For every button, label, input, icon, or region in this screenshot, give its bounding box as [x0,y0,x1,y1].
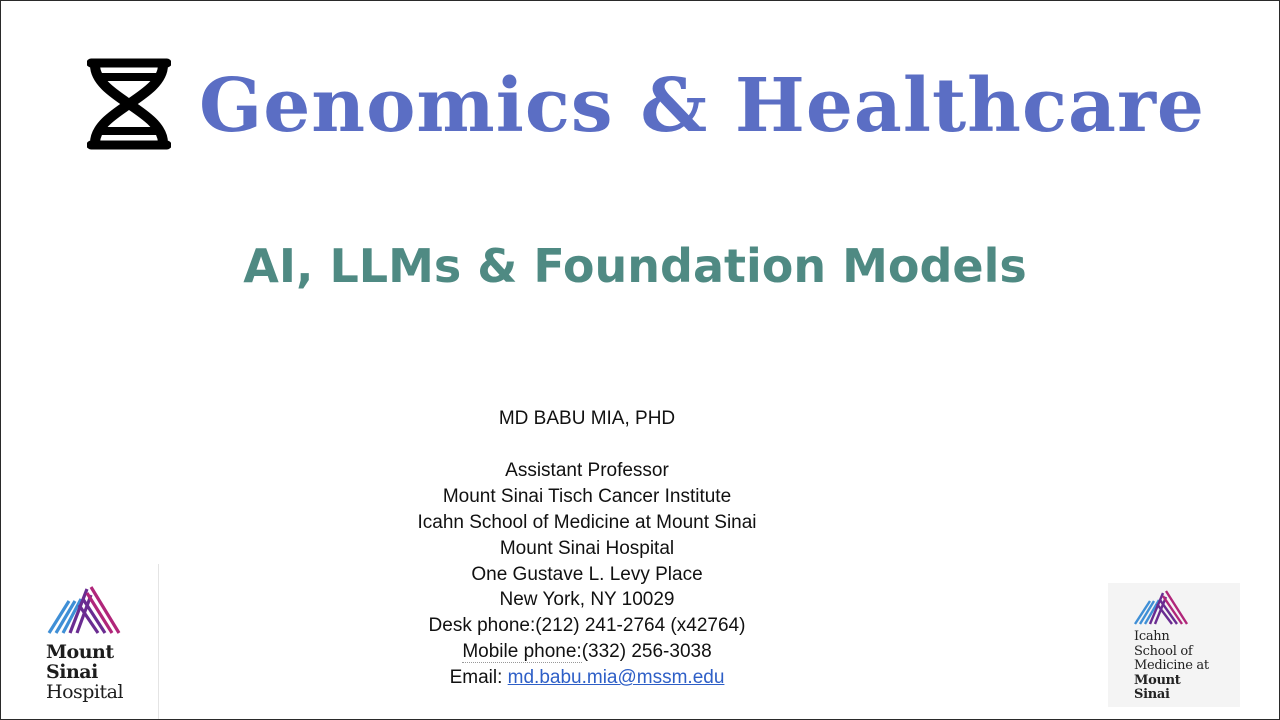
page-subtitle: AI, LLMs & Foundation Models [243,239,1027,293]
author-school: Icahn School of Medicine at Mount Sinai [417,511,757,533]
mobile-phone-label: Mobile phone: [462,641,582,663]
icahn-wordmark [1134,630,1209,703]
logo-text-line: Medicine at [1134,658,1209,673]
mobile-phone [287,639,887,665]
logo-text-line: Icahn [1134,629,1170,644]
author-name: MD BABU MIA, PHD [498,408,676,429]
logo-text-line: Sinai [46,661,98,683]
author-hospital: Mount Sinai Hospital [499,537,675,559]
logo-text-line: Mount [1134,672,1181,688]
author-position: Assistant Professor [505,459,669,481]
mount-sinai-wordmark [46,642,123,702]
mobile-phone-number: (332) 256-3038 [581,641,712,663]
divider [158,564,159,719]
icahn-logo-mark [1134,590,1190,626]
dna-icon [87,57,171,151]
email-link[interactable]: md.babu.mia@mssm.edu [507,667,725,689]
address-street: One Gustave L. Levy Place [471,563,703,585]
spacer [287,432,887,458]
logo-text-line: School of [1134,643,1193,659]
logo-text-line: Mount [46,641,114,663]
icahn-school-logo [1108,583,1240,707]
author-institute: Mount Sinai Tisch Cancer Institute [442,485,732,507]
email-line [287,665,887,691]
address-city: New York, NY 10029 [499,589,675,611]
logo-text-line: Sinai [1134,687,1170,702]
email-label: Email: [449,667,508,689]
desk-phone: Desk phone:(212) 241-2764 (x42764) [428,615,746,637]
mount-sinai-hospital-logo [45,585,155,710]
logo-text-line: Hospital [46,681,124,703]
contact-block [287,406,887,691]
page-title: Genomics & Healthcare [199,63,1206,149]
mount-sinai-logo-mark [47,585,123,637]
